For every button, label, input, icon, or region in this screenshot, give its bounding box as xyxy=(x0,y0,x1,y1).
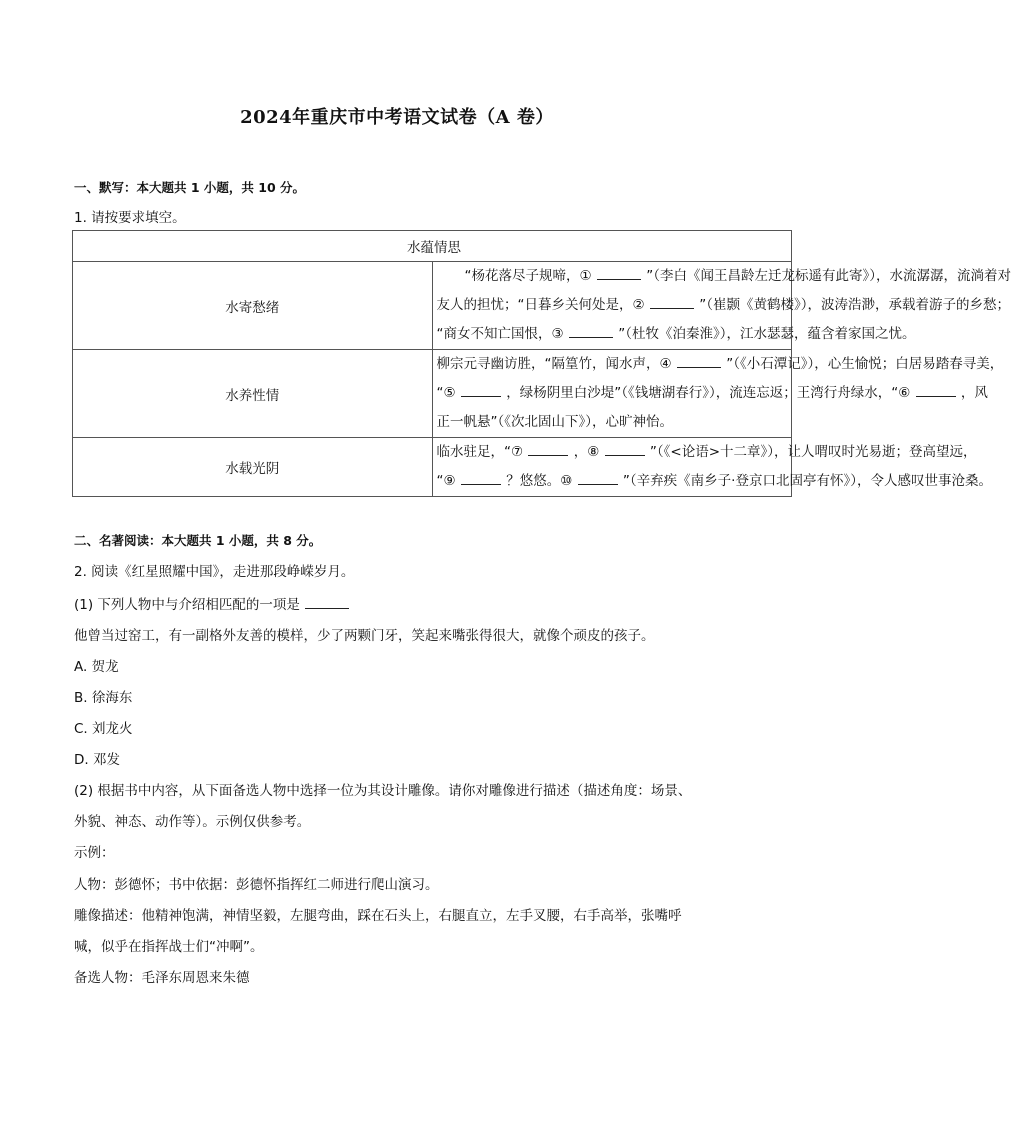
table-row xyxy=(73,262,792,350)
text-span: 友人的担忧；“日暮乡关何处是，② xyxy=(436,297,645,313)
text-span: “⑨ xyxy=(436,473,456,489)
row-content xyxy=(432,438,992,497)
text-span: ”（《小石潭记》），心生愉悦；白居易踏春寻美， xyxy=(726,356,1004,372)
subquestion-2-line2: 外貌、神态、动作等）。示例仅供参考。 xyxy=(74,814,311,830)
text-span: ，⑧ xyxy=(573,444,600,460)
page-title: 2024年重庆市中考语文试卷（A 卷） xyxy=(240,107,554,128)
subquestion-2-line1: (2) 根据书中内容，从下面备选人物中选择一位为其设计雕像。请你对雕像进行描述（描述角度：场景、 xyxy=(74,783,692,799)
text-span: ？悠悠。⑩ xyxy=(506,473,573,489)
text-span: (1) 下列人物中与介绍相匹配的一项是 xyxy=(74,597,300,613)
text-span: ，绿杨阴里白沙堤”（《钱塘湖春行》），流连忘返；王湾行舟绿水，“⑥ xyxy=(506,385,911,401)
row-line xyxy=(436,291,1010,320)
text-span: ”（《<论语>十二章》），让人喟叹时光易逝；登高望远， xyxy=(649,444,977,460)
answer-blank-1[interactable] xyxy=(597,265,641,280)
example-label: 示例： xyxy=(74,845,115,861)
answer-blank-10[interactable] xyxy=(578,470,618,485)
answer-blank-7[interactable] xyxy=(528,441,568,456)
option-b[interactable]: B. 徐海东 xyxy=(74,690,133,706)
text-span: ”（杜牧《泊秦淮》），江水瑟瑟，蕴含着家国之忧。 xyxy=(618,326,916,342)
row-category: 水养性情 xyxy=(73,350,433,438)
answer-blank-2[interactable] xyxy=(650,294,694,309)
option-c[interactable]: C. 刘龙火 xyxy=(74,721,133,737)
answer-blank-6[interactable] xyxy=(916,382,956,397)
row-category: 水寄愁绪 xyxy=(73,262,433,350)
text-span: “杨花落尽子规啼，① xyxy=(464,268,592,284)
text-span: ”（李白《闻王昌龄左迁龙标遥有此寄》），水流潺潺，流淌着对 xyxy=(646,268,1011,284)
option-a[interactable]: A. 贺龙 xyxy=(74,659,119,675)
example-person: 人物：彭德怀；书中依据：彭德怀指挥红二师进行爬山演习。 xyxy=(74,877,439,893)
answer-blank-choice[interactable] xyxy=(305,594,349,609)
row-line: 正一帆悬”（《次北固山下》），心旷神怡。 xyxy=(436,414,673,430)
subquestion-1 xyxy=(74,593,350,613)
answer-blank-8[interactable] xyxy=(605,441,645,456)
character-description: 他曾当过窑工，有一副格外友善的模样，少了两颗门牙，笑起来嘴张得很大，就像个顽皮的孩子。 xyxy=(74,628,655,644)
text-span: “⑤ xyxy=(436,385,456,401)
row-line xyxy=(437,262,1011,291)
row-line xyxy=(436,467,992,496)
question1-prompt: 1. 请按要求填空。 xyxy=(74,210,186,226)
row-line xyxy=(436,350,1004,379)
row-content xyxy=(432,350,1004,438)
answer-blank-5[interactable] xyxy=(461,382,501,397)
text-span: ”（辛弃疾《南乡子·登京口北固亭有怀》），令人感叹世事沧桑。 xyxy=(622,473,992,489)
text-span: ，风 xyxy=(960,385,988,401)
text-span: ”（崔颢《黄鹤楼》），波涛浩渺，承载着游子的乡愁； xyxy=(699,297,1010,313)
option-d[interactable]: D. 邓发 xyxy=(74,752,120,768)
dictation-table xyxy=(72,230,1011,497)
row-content xyxy=(432,262,1011,350)
question2-prompt: 2. 阅读《红星照耀中国》，走进那段峥嵘岁月。 xyxy=(74,564,355,580)
candidate-characters: 备选人物：毛泽东周恩来朱德 xyxy=(74,970,250,986)
answer-blank-4[interactable] xyxy=(677,353,721,368)
example-description-line1: 雕像描述：他精神饱满，神情坚毅，左腿弯曲，踩在石头上，右腿直立，左手叉腰，右手高举，张嘴呼 xyxy=(74,908,682,924)
table-row xyxy=(73,350,792,438)
text-span: “商女不知亡国恨，③ xyxy=(436,326,564,342)
row-category: 水载光阴 xyxy=(73,438,433,497)
section2-heading: 二、名著阅读：本大题共 1 小题，共 8 分。 xyxy=(74,533,322,548)
section1-heading: 一、默写：本大题共 1 小题，共 10 分。 xyxy=(74,180,306,195)
table-header: 水蕴情思 xyxy=(73,231,792,262)
text-span: 柳宗元寻幽访胜，“隔篁竹，闻水声，④ xyxy=(436,356,672,372)
example-description-line2: 喊，似乎在指挥战士们“冲啊”。 xyxy=(74,939,264,955)
row-line xyxy=(436,438,977,467)
row-line xyxy=(436,379,988,408)
row-line xyxy=(436,320,916,349)
table-row xyxy=(73,438,792,497)
answer-blank-3[interactable] xyxy=(569,323,613,338)
text-span: 临水驻足，“⑦ xyxy=(436,444,524,460)
answer-blank-9[interactable] xyxy=(461,470,501,485)
